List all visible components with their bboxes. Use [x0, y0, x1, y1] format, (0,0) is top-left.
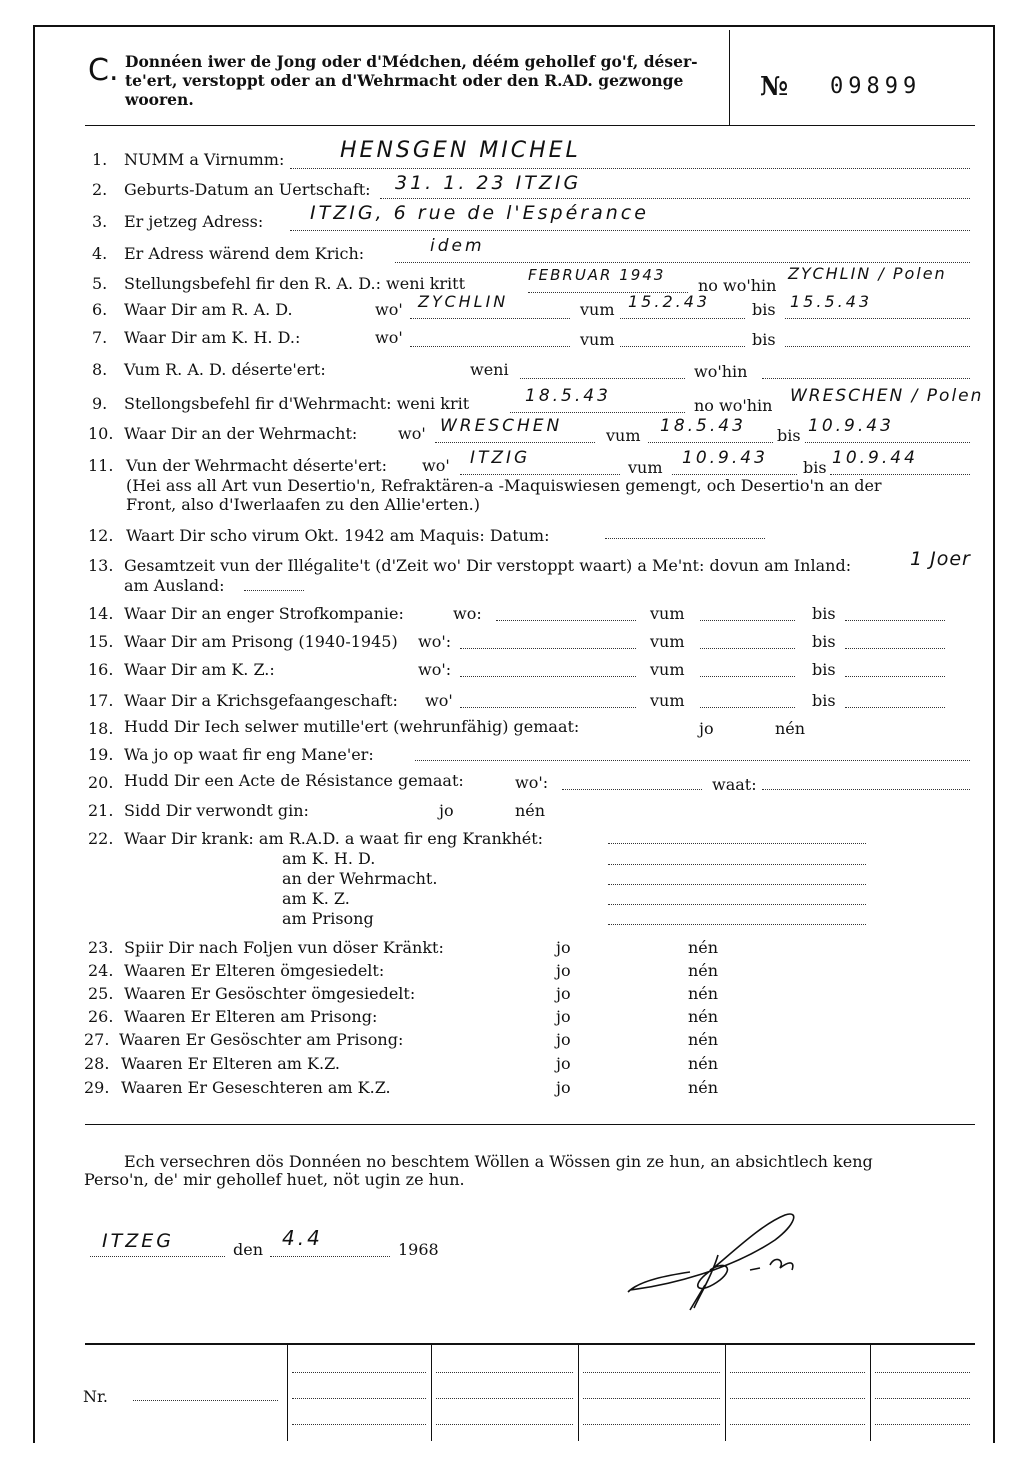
- item-9-handwriting-2: WRESCHEN / Polen: [790, 386, 984, 406]
- item-7-line-vum: [620, 346, 745, 347]
- header-title-line-1: Donnéen iwer de Jong oder d'Médchen, déém gehollef go'f, déser-: [125, 52, 698, 71]
- item-18-label: Hudd Dir Iech selwer mutille'ert (wehrunfähig) gemaat:: [124, 717, 580, 736]
- item-16-line-wo: [460, 676, 636, 677]
- item-11-line-vum: [672, 474, 797, 475]
- item-15-wo: wo':: [418, 632, 452, 651]
- item-1-label: NUMM a Virnumm:: [124, 150, 285, 169]
- footer-cell-4-line-2: [583, 1398, 720, 1399]
- item-22-sub-kz: am K. Z.: [282, 889, 350, 908]
- item-10-bis: bis: [777, 426, 801, 445]
- item-15-bis: bis: [812, 632, 836, 651]
- item-23-number: 23.: [88, 938, 114, 957]
- item-19-label: Wa jo op waat fir eng Mane'er:: [124, 745, 374, 764]
- item-10-label: Waar Dir an der Wehrmacht:: [124, 424, 358, 443]
- item-11-handwriting-1: ITZIG: [470, 448, 531, 468]
- item-6-line-wo: [410, 318, 570, 319]
- item-3-handwriting: ITZIG, 6 rue de l'Espérance: [310, 202, 649, 224]
- item-10-handwriting-2: 18.5.43: [660, 416, 746, 436]
- item-6-label: Waar Dir am R. A. D.: [124, 300, 293, 319]
- item-26-label: Waaren Er Elteren am Prisong:: [124, 1007, 378, 1026]
- item-27-label: Waaren Er Gesöschter am Prisong:: [119, 1030, 404, 1049]
- footer-cell-2-line-1: [292, 1372, 426, 1373]
- item-6-line-bis: [785, 318, 970, 319]
- item-11-vum: vum: [628, 458, 663, 477]
- item-13-line2-label: am Ausland:: [124, 576, 225, 595]
- item-8-line-weni: [520, 378, 685, 379]
- item-20-wo: wo':: [515, 773, 549, 792]
- item-11-note-2: Front, also d'Iwerlaafen zu den Allie'erten.): [126, 495, 480, 514]
- item-22-line-wehrmacht: [608, 884, 866, 885]
- item-1-line: [290, 168, 970, 169]
- item-17-line-bis: [845, 707, 945, 708]
- item-7-wo: wo': [375, 328, 403, 347]
- footer-divider-4: [725, 1345, 726, 1441]
- declaration-rule: [85, 1124, 975, 1125]
- item-18-number: 18.: [88, 719, 114, 738]
- item-21-label: Sidd Dir verwondt gin:: [124, 801, 309, 820]
- item-27-nen: nén: [688, 1030, 719, 1049]
- header-divider: [729, 30, 730, 125]
- item-22-line-rad: [608, 843, 866, 844]
- item-9-handwriting-1: 18.5.43: [525, 386, 611, 406]
- item-25-nen: nén: [688, 984, 719, 1003]
- item-27-jo: jo: [556, 1030, 571, 1049]
- item-10-line-bis: [805, 442, 970, 443]
- item-10-vum: vum: [606, 426, 641, 445]
- footer-cell-6-line-3: [875, 1424, 970, 1425]
- item-21-jo: jo: [439, 801, 454, 820]
- item-6-line-vum: [620, 318, 745, 319]
- item-21-number: 21.: [88, 801, 114, 820]
- item-20-label: Hudd Dir een Acte de Résistance gemaat:: [124, 771, 464, 790]
- item-22-sub-khd: am K. H. D.: [282, 849, 376, 868]
- item-14-line-vum: [700, 620, 795, 621]
- number-symbol: №: [760, 72, 789, 102]
- item-14-bis: bis: [812, 604, 836, 623]
- item-7-number: 7.: [92, 328, 108, 347]
- item-20-waat: waat:: [712, 775, 757, 794]
- item-15-vum: vum: [650, 632, 685, 651]
- item-16-line-bis: [845, 676, 945, 677]
- footer-cell-5-line-2: [730, 1398, 865, 1399]
- header-title-line-2: te'ert, verstoppt oder an d'Wehrmacht oder den R.AD. gezwonge: [125, 71, 684, 90]
- item-14-number: 14.: [88, 604, 114, 623]
- item-26-number: 26.: [88, 1007, 114, 1026]
- item-25-label: Waaren Er Gesöschter ömgesiedelt:: [124, 984, 416, 1003]
- item-18-jo: jo: [699, 719, 714, 738]
- item-6-handwriting-3: 15.5.43: [790, 292, 873, 311]
- item-14-line-wo: [496, 620, 636, 621]
- item-8-label: Vum R. A. D. déserte'ert:: [124, 360, 326, 379]
- item-1-handwriting: HENSGEN MICHEL: [340, 138, 581, 163]
- footer-cell-6-line-2: [875, 1398, 970, 1399]
- item-13-handwriting: 1 Joer: [910, 548, 971, 570]
- footer-divider-1: [287, 1345, 288, 1441]
- item-13-line-ausland: [244, 590, 304, 591]
- item-28-nen: nén: [688, 1054, 719, 1073]
- item-23-jo: jo: [556, 938, 571, 957]
- footer-rule-top: [85, 1343, 975, 1345]
- item-11-line-bis: [830, 474, 970, 475]
- item-15-line-wo: [460, 648, 636, 649]
- item-5-destination-label: no wo'hin: [698, 276, 777, 295]
- item-15-line-vum: [700, 648, 795, 649]
- item-6-handwriting-2: 15.2.43: [628, 292, 711, 311]
- item-17-line-wo: [460, 707, 636, 708]
- item-16-line-vum: [700, 676, 795, 677]
- footer-cell-2-line-2: [292, 1398, 426, 1399]
- item-9-destination-label: no wo'hin: [694, 396, 773, 415]
- footer-cell-3-line-1: [436, 1372, 573, 1373]
- item-22-sub-prisong: am Prisong: [282, 909, 374, 928]
- item-10-line-wo: [435, 442, 595, 443]
- item-13-number: 13.: [88, 556, 114, 575]
- footer-divider-3: [578, 1345, 579, 1441]
- item-8-weni: weni: [470, 360, 509, 379]
- item-16-bis: bis: [812, 660, 836, 679]
- item-9-number: 9.: [92, 394, 108, 413]
- item-24-jo: jo: [556, 961, 571, 980]
- footer-cell-3-line-2: [436, 1398, 573, 1399]
- item-15-number: 15.: [88, 632, 114, 651]
- item-1-number: 1.: [92, 150, 108, 169]
- item-15-label: Waar Dir am Prisong (1940-1945): [124, 632, 398, 651]
- item-22-sub-wehrmacht: an der Wehrmacht.: [282, 869, 438, 888]
- footer-cell-4-line-1: [583, 1372, 720, 1373]
- item-20-line-wo: [562, 789, 702, 790]
- footer-cell-5-line-3: [730, 1424, 865, 1425]
- item-8-number: 8.: [92, 360, 108, 379]
- item-23-label: Spiir Dir nach Foljen vun döser Kränkt:: [124, 938, 444, 957]
- item-11-wo: wo': [422, 456, 450, 475]
- item-3-line: [290, 230, 970, 231]
- footer-cell-5-line-1: [730, 1372, 865, 1373]
- item-18-nen: nén: [775, 719, 806, 738]
- item-8-line-wohin: [762, 378, 970, 379]
- item-6-bis: bis: [752, 300, 776, 319]
- item-22-number: 22.: [88, 829, 114, 848]
- item-17-wo: wo': [425, 691, 453, 710]
- item-14-wo: wo:: [453, 604, 482, 623]
- item-25-number: 25.: [88, 984, 114, 1003]
- item-24-number: 24.: [88, 961, 114, 980]
- item-9-label: Stellongsbefehl fir d'Wehrmacht: weni krit: [124, 394, 470, 413]
- header-rule: [85, 125, 975, 126]
- item-15-line-bis: [845, 648, 945, 649]
- item-14-vum: vum: [650, 604, 685, 623]
- item-17-label: Waar Dir a Krichsgefaangeschaft:: [124, 691, 398, 710]
- item-2-handwriting: 31. 1. 23 ITZIG: [395, 172, 582, 194]
- signature-scribble: [610, 1200, 840, 1315]
- item-17-number: 17.: [88, 691, 114, 710]
- footer-cell-6-line-1: [875, 1372, 970, 1373]
- item-4-label: Er Adress wärend dem Krich:: [124, 244, 365, 263]
- item-20-line-waat: [762, 789, 970, 790]
- footer-cell-3-line-3: [436, 1424, 573, 1425]
- item-14-line-bis: [845, 620, 945, 621]
- form-number: 09899: [830, 74, 922, 99]
- item-28-label: Waaren Er Elteren am K.Z.: [121, 1054, 341, 1073]
- footer-cell-4-line-3: [583, 1424, 720, 1425]
- item-4-line: [395, 262, 970, 263]
- item-29-number: 29.: [84, 1078, 110, 1097]
- item-24-label: Waaren Er Elteren ömgesiedelt:: [124, 961, 385, 980]
- item-12-number: 12.: [88, 526, 114, 545]
- item-11-line-wo: [460, 474, 620, 475]
- item-22-line-khd: [608, 864, 866, 865]
- item-2-label: Geburts-Datum an Uertschaft:: [124, 180, 371, 199]
- den-label: den: [233, 1240, 264, 1259]
- item-7-vum: vum: [580, 330, 615, 349]
- item-16-wo: wo':: [418, 660, 452, 679]
- item-19-number: 19.: [88, 745, 114, 764]
- item-6-handwriting-1: ZYCHLIN: [418, 292, 509, 311]
- item-12-line: [605, 538, 765, 539]
- item-21-nen: nén: [515, 801, 546, 820]
- item-11-bis: bis: [803, 458, 827, 477]
- item-23-nen: nén: [688, 938, 719, 957]
- item-22-line-kz: [608, 904, 866, 905]
- item-10-number: 10.: [88, 424, 114, 443]
- declaration-line-2: Perso'n, de' mir gehollef huet, nöt ugin ze hun.: [84, 1170, 465, 1189]
- item-2-line: [380, 198, 970, 199]
- footer-nr-label: Nr.: [83, 1387, 108, 1406]
- item-11-number: 11.: [88, 456, 114, 475]
- item-17-bis: bis: [812, 691, 836, 710]
- header-title-line-3: wooren.: [125, 90, 194, 109]
- item-28-jo: jo: [556, 1054, 571, 1073]
- item-3-number: 3.: [92, 212, 108, 231]
- item-5-number: 5.: [92, 274, 108, 293]
- item-27-number: 27.: [84, 1030, 110, 1049]
- item-29-nen: nén: [688, 1078, 719, 1097]
- item-29-label: Waaren Er Geseschteren am K.Z.: [121, 1078, 391, 1097]
- item-7-line-bis: [785, 346, 970, 347]
- item-20-number: 20.: [88, 773, 114, 792]
- item-12-label: Waart Dir scho virum Okt. 1942 am Maquis: Datum:: [126, 526, 550, 545]
- item-6-number: 6.: [92, 300, 108, 319]
- item-28-number: 28.: [84, 1054, 110, 1073]
- item-11-handwriting-3: 10.9.44: [832, 448, 918, 468]
- item-16-number: 16.: [88, 660, 114, 679]
- item-2-number: 2.: [92, 180, 108, 199]
- item-22-label: Waar Dir krank: am R.A.D. a waat fir eng Krankhét:: [124, 829, 544, 848]
- place-handwriting: ITZEG: [102, 1230, 174, 1252]
- footer-divider-2: [431, 1345, 432, 1441]
- item-25-jo: jo: [556, 984, 571, 1003]
- year-label: 1968: [398, 1240, 439, 1259]
- section-letter: C.: [88, 53, 119, 88]
- item-10-handwriting-1: WRESCHEN: [440, 416, 563, 436]
- item-11-note-1: (Hei ass all Art vun Desertio'n, Refraktären-a -Maquiswiesen gemengt, och Desertio'n an der: [126, 476, 882, 495]
- place-line: [90, 1256, 225, 1257]
- item-17-vum: vum: [650, 691, 685, 710]
- item-5-handwriting-1: FEBRUAR 1943: [528, 266, 666, 284]
- item-10-line-vum: [648, 442, 773, 443]
- declaration-line-1: Ech versechren dös Donnéen no beschtem Wöllen a Wössen gin ze hun, an absichtlech keng: [124, 1152, 873, 1171]
- item-7-bis: bis: [752, 330, 776, 349]
- date-handwriting: 4.4: [282, 1226, 323, 1250]
- footer-nr-line: [133, 1400, 278, 1401]
- item-6-wo: wo': [375, 300, 403, 319]
- item-24-nen: nén: [688, 961, 719, 980]
- item-7-line-wo: [410, 346, 570, 347]
- item-29-jo: jo: [556, 1078, 571, 1097]
- item-22-line-prisong: [608, 924, 866, 925]
- item-10-handwriting-3: 10.9.43: [808, 416, 894, 436]
- item-10-wo: wo': [398, 424, 426, 443]
- item-5-handwriting-2: ZYCHLIN / Polen: [788, 264, 947, 283]
- item-16-label: Waar Dir am K. Z.:: [124, 660, 275, 679]
- item-3-label: Er jetzeg Adress:: [124, 212, 264, 231]
- item-4-handwriting: idem: [430, 236, 485, 256]
- item-8-wohin: wo'hin: [694, 362, 748, 381]
- item-7-label: Waar Dir am K. H. D.:: [124, 328, 301, 347]
- item-11-handwriting-2: 10.9.43: [682, 448, 768, 468]
- item-26-jo: jo: [556, 1007, 571, 1026]
- item-14-label: Waar Dir an enger Strofkompanie:: [124, 604, 404, 623]
- item-5-label: Stellungsbefehl fir den R. A. D.: weni kritt: [124, 274, 466, 293]
- item-6-vum: vum: [580, 300, 615, 319]
- item-26-nen: nén: [688, 1007, 719, 1026]
- footer-divider-5: [870, 1345, 871, 1441]
- item-11-label: Vun der Wehrmacht déserte'ert:: [126, 456, 387, 475]
- item-4-number: 4.: [92, 244, 108, 263]
- item-13-label: Gesamtzeit vun der Illégalite't (d'Zeit wo' Dir verstoppt waart) a Me'nt: dovun am Inland:: [124, 556, 852, 575]
- item-19-line: [415, 760, 970, 761]
- item-9-line-1: [510, 412, 685, 413]
- date-line: [270, 1256, 390, 1257]
- item-16-vum: vum: [650, 660, 685, 679]
- item-17-line-vum: [700, 707, 795, 708]
- footer-cell-2-line-3: [292, 1424, 426, 1425]
